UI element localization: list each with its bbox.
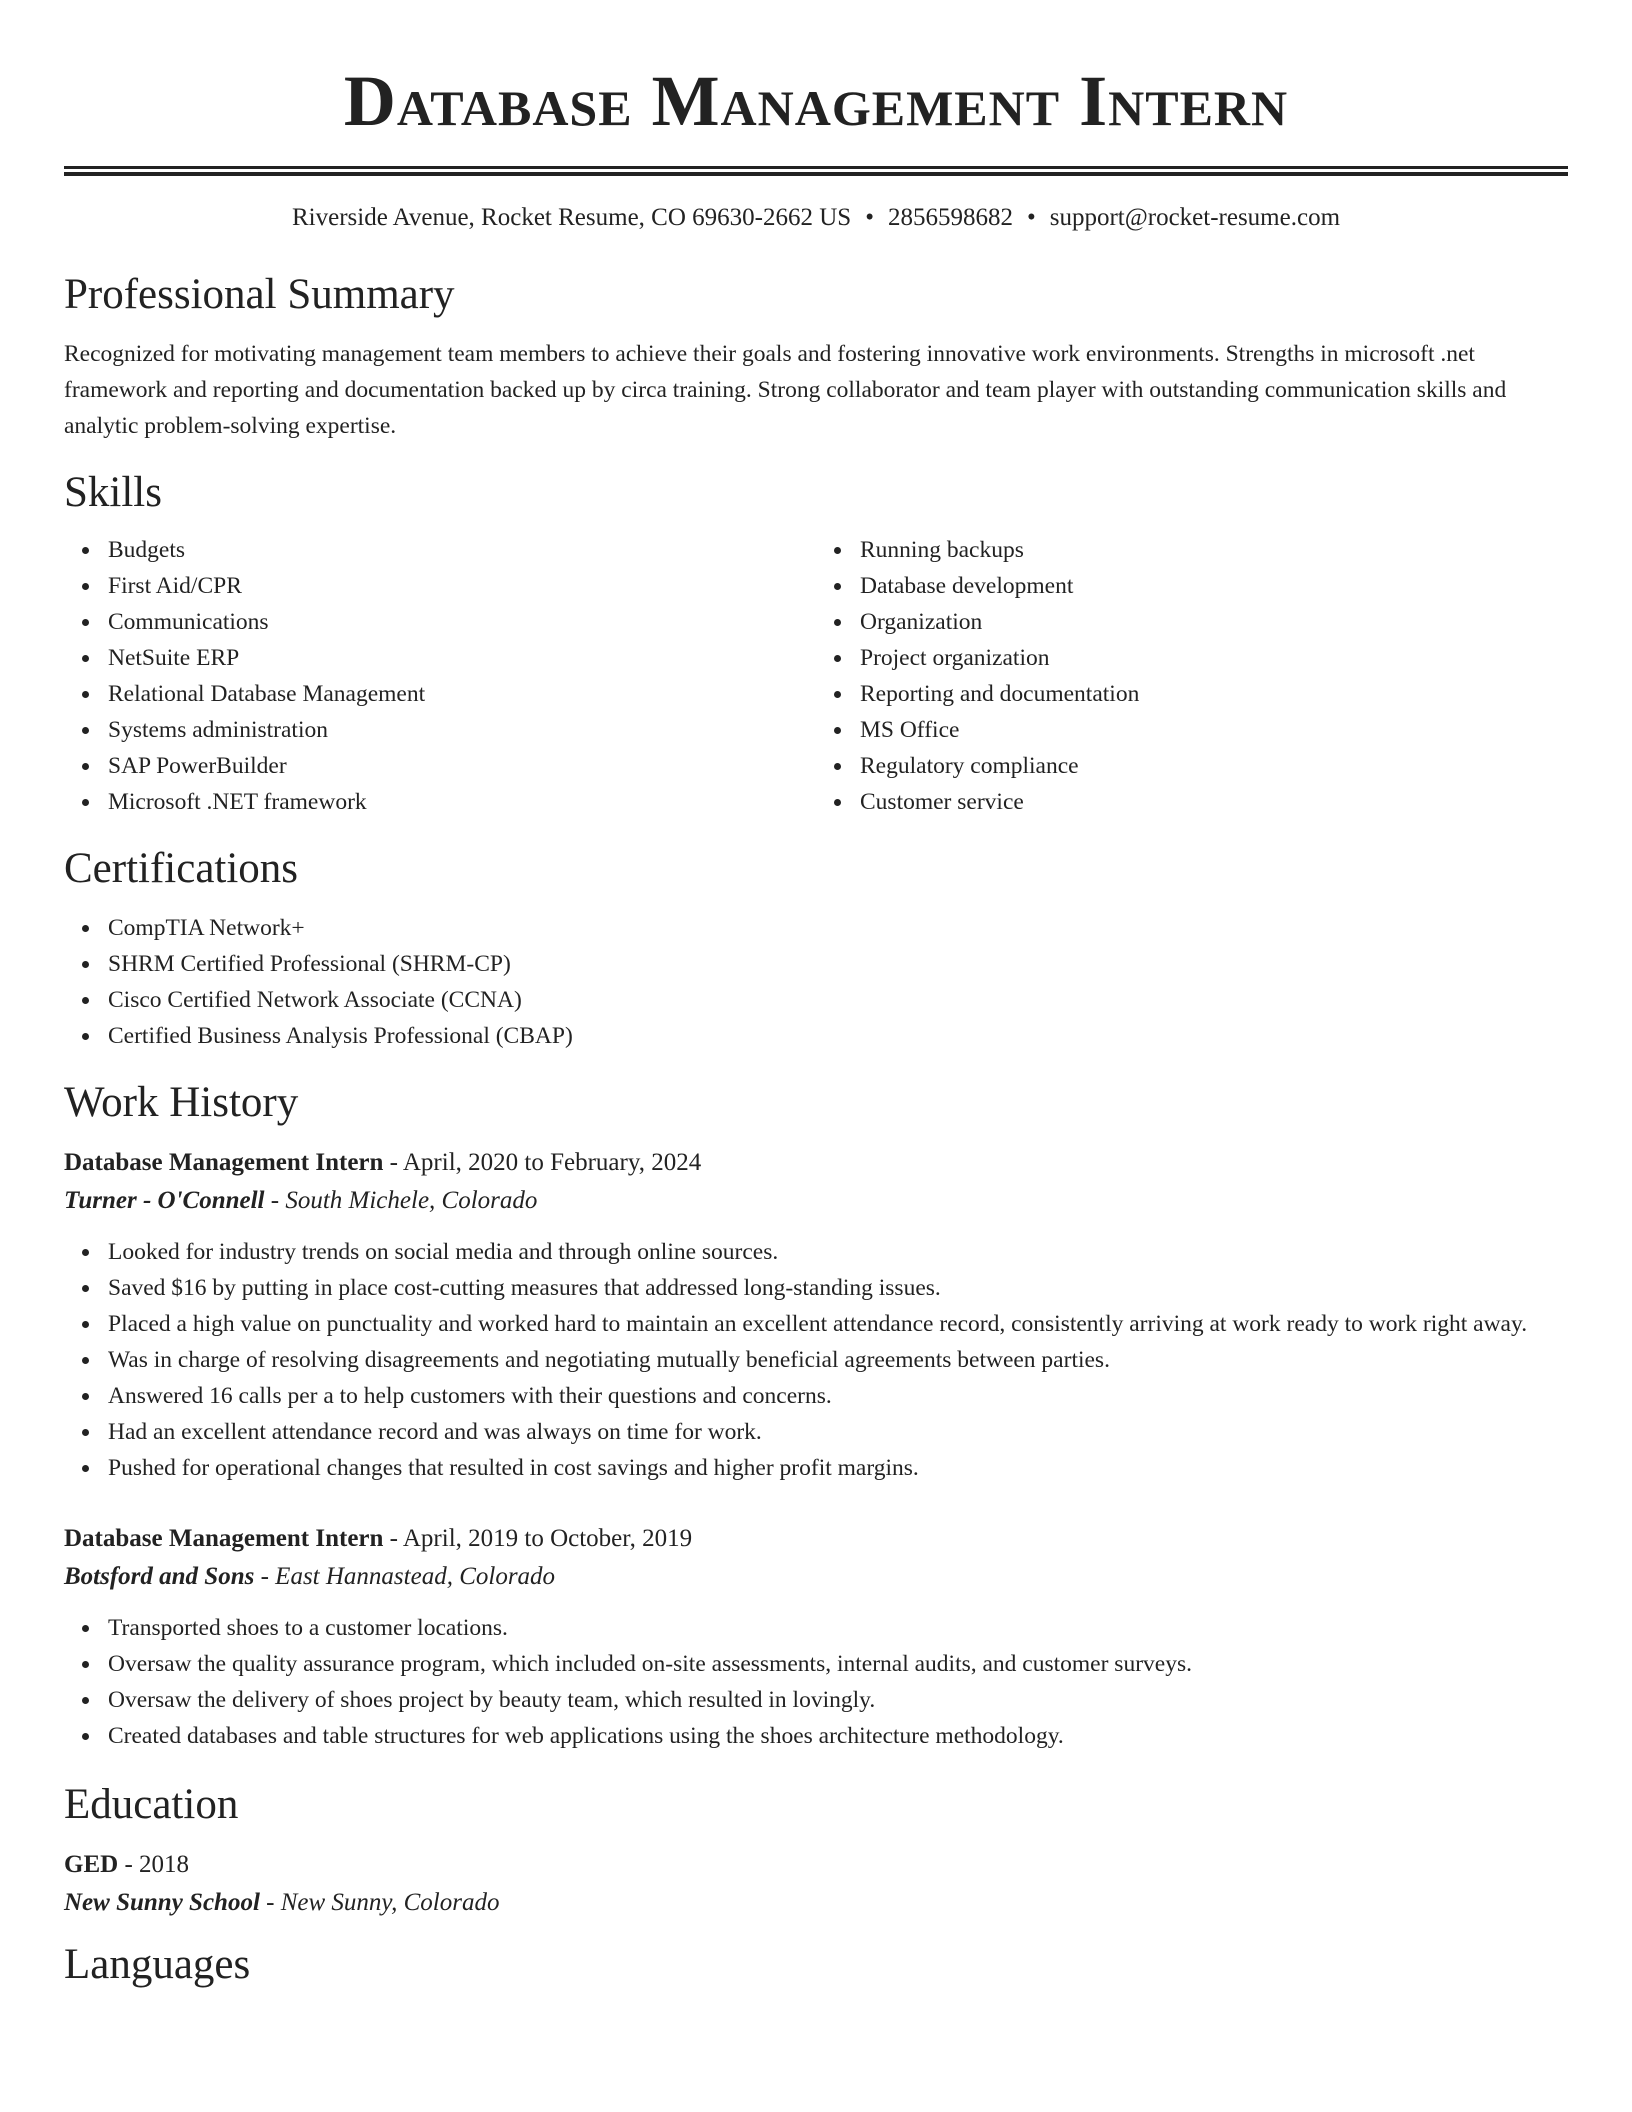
contact-address: Riverside Avenue, Rocket Resume, CO 69630-2662 US — [291, 204, 852, 231]
education-location: - New Sunny, Colorado — [259, 1889, 500, 1916]
certification-item: Cisco Certified Network Associate (CCNA) — [108, 982, 1568, 1018]
job-company-line — [64, 1558, 1568, 1596]
certification-item: CompTIA Network+ — [108, 910, 1568, 946]
job-company: Botsford and Sons — [64, 1563, 255, 1590]
skills-columns — [64, 532, 1568, 820]
job-bullet: Had an excellent attendance record and was always on time for work. — [108, 1414, 1568, 1450]
job-bullets — [64, 1610, 1568, 1754]
work-history-heading: Work History — [64, 1079, 299, 1126]
skill-item: Database development — [860, 568, 1568, 604]
languages-heading: Languages — [64, 1941, 251, 1988]
contact-line — [64, 202, 1568, 234]
job-bullet: Oversaw the quality assurance program, which included on-site assessments, internal audits, and customer surveys. — [108, 1646, 1568, 1682]
skill-item: MS Office — [860, 712, 1568, 748]
skill-item: Systems administration — [108, 712, 816, 748]
skill-item: Relational Database Management — [108, 676, 816, 712]
contact-email: support@rocket-resume.com — [1049, 204, 1341, 231]
job-entry — [64, 1144, 1568, 1486]
skill-item: Running backups — [860, 532, 1568, 568]
education-school-line — [64, 1884, 1568, 1922]
certifications-heading: Certifications — [64, 845, 299, 892]
job-dates: - April, 2020 to February, 2024 — [383, 1149, 702, 1176]
job-company-line — [64, 1182, 1568, 1220]
skill-item: Microsoft .NET framework — [108, 784, 816, 820]
contact-separator: • — [865, 204, 874, 231]
job-bullet: Saved $16 by putting in place cost-cutting measures that addressed long-standing issues. — [108, 1270, 1568, 1306]
job-entry — [64, 1520, 1568, 1754]
contact-separator: • — [1026, 204, 1036, 231]
skill-item: First Aid/CPR — [108, 568, 816, 604]
job-location: - East Hannastead, Colorado — [254, 1563, 556, 1590]
skill-item: SAP PowerBuilder — [108, 748, 816, 784]
job-title: Database Management Intern — [64, 1149, 384, 1176]
skills-list-left — [64, 532, 816, 820]
job-bullet: Was in charge of resolving disagreements and negotiating mutually beneficial agreements between parties. — [108, 1342, 1568, 1378]
education-school: New Sunny School — [64, 1889, 260, 1916]
skill-item: Budgets — [108, 532, 816, 568]
certifications-list — [64, 910, 1568, 1054]
job-dates: - April, 2019 to October, 2019 — [383, 1525, 693, 1552]
education-degree: GED — [64, 1851, 119, 1878]
contact-phone: 2856598682 — [887, 204, 1013, 231]
skill-item: Customer service — [860, 784, 1568, 820]
skill-item: Regulatory compliance — [860, 748, 1568, 784]
education-degree-line — [64, 1846, 1568, 1884]
job-bullets — [64, 1234, 1568, 1486]
job-bullet: Oversaw the delivery of shoes project by beauty team, which resulted in lovingly. — [108, 1682, 1568, 1718]
summary-text: Recognized for motivating management team members to achieve their goals and fostering innovative work environments. Strengths in microsoft .net framework and reporting and documentation backed up by circa training. Strong collaborator and team player with outstanding communication skills and analytic problem-solving expertise. — [64, 341, 1507, 439]
job-bullet: Transported shoes to a customer locations. — [108, 1610, 1568, 1646]
job-title-line — [64, 1144, 1568, 1182]
skill-item: NetSuite ERP — [108, 640, 816, 676]
education-year: - 2018 — [118, 1851, 190, 1878]
job-bullet: Answered 16 calls per a to help customers with their questions and concerns. — [108, 1378, 1568, 1414]
certification-item: SHRM Certified Professional (SHRM-CP) — [108, 946, 1568, 982]
skill-item: Project organization — [860, 640, 1568, 676]
certification-item: Certified Business Analysis Professional (CBAP) — [108, 1018, 1568, 1054]
job-title: Database Management Intern — [64, 1525, 384, 1552]
skills-heading: Skills — [64, 469, 162, 516]
resume-title: Database Management Intern — [343, 61, 1289, 141]
job-bullet: Pushed for operational changes that resulted in cost savings and higher profit margins. — [108, 1450, 1568, 1486]
education-entry — [64, 1846, 1568, 1922]
skill-item: Reporting and documentation — [860, 676, 1568, 712]
skills-list-right — [816, 532, 1568, 820]
skill-item: Communications — [108, 604, 816, 640]
title-double-rule — [64, 166, 1568, 176]
job-bullet: Placed a high value on punctuality and worked hard to maintain an excellent attendance record, consistently arriving at work ready to work right away. — [108, 1306, 1568, 1342]
job-bullet: Looked for industry trends on social media and through online sources. — [108, 1234, 1568, 1270]
job-bullet: Created databases and table structures for web applications using the shoes architecture methodology. — [108, 1718, 1568, 1754]
job-title-line — [64, 1520, 1568, 1558]
education-heading: Education — [64, 1781, 239, 1828]
skill-item: Organization — [860, 604, 1568, 640]
job-company: Turner - O'Connell — [64, 1187, 265, 1214]
job-location: - South Michele, Colorado — [264, 1187, 538, 1214]
summary-heading: Professional Summary — [64, 271, 455, 318]
